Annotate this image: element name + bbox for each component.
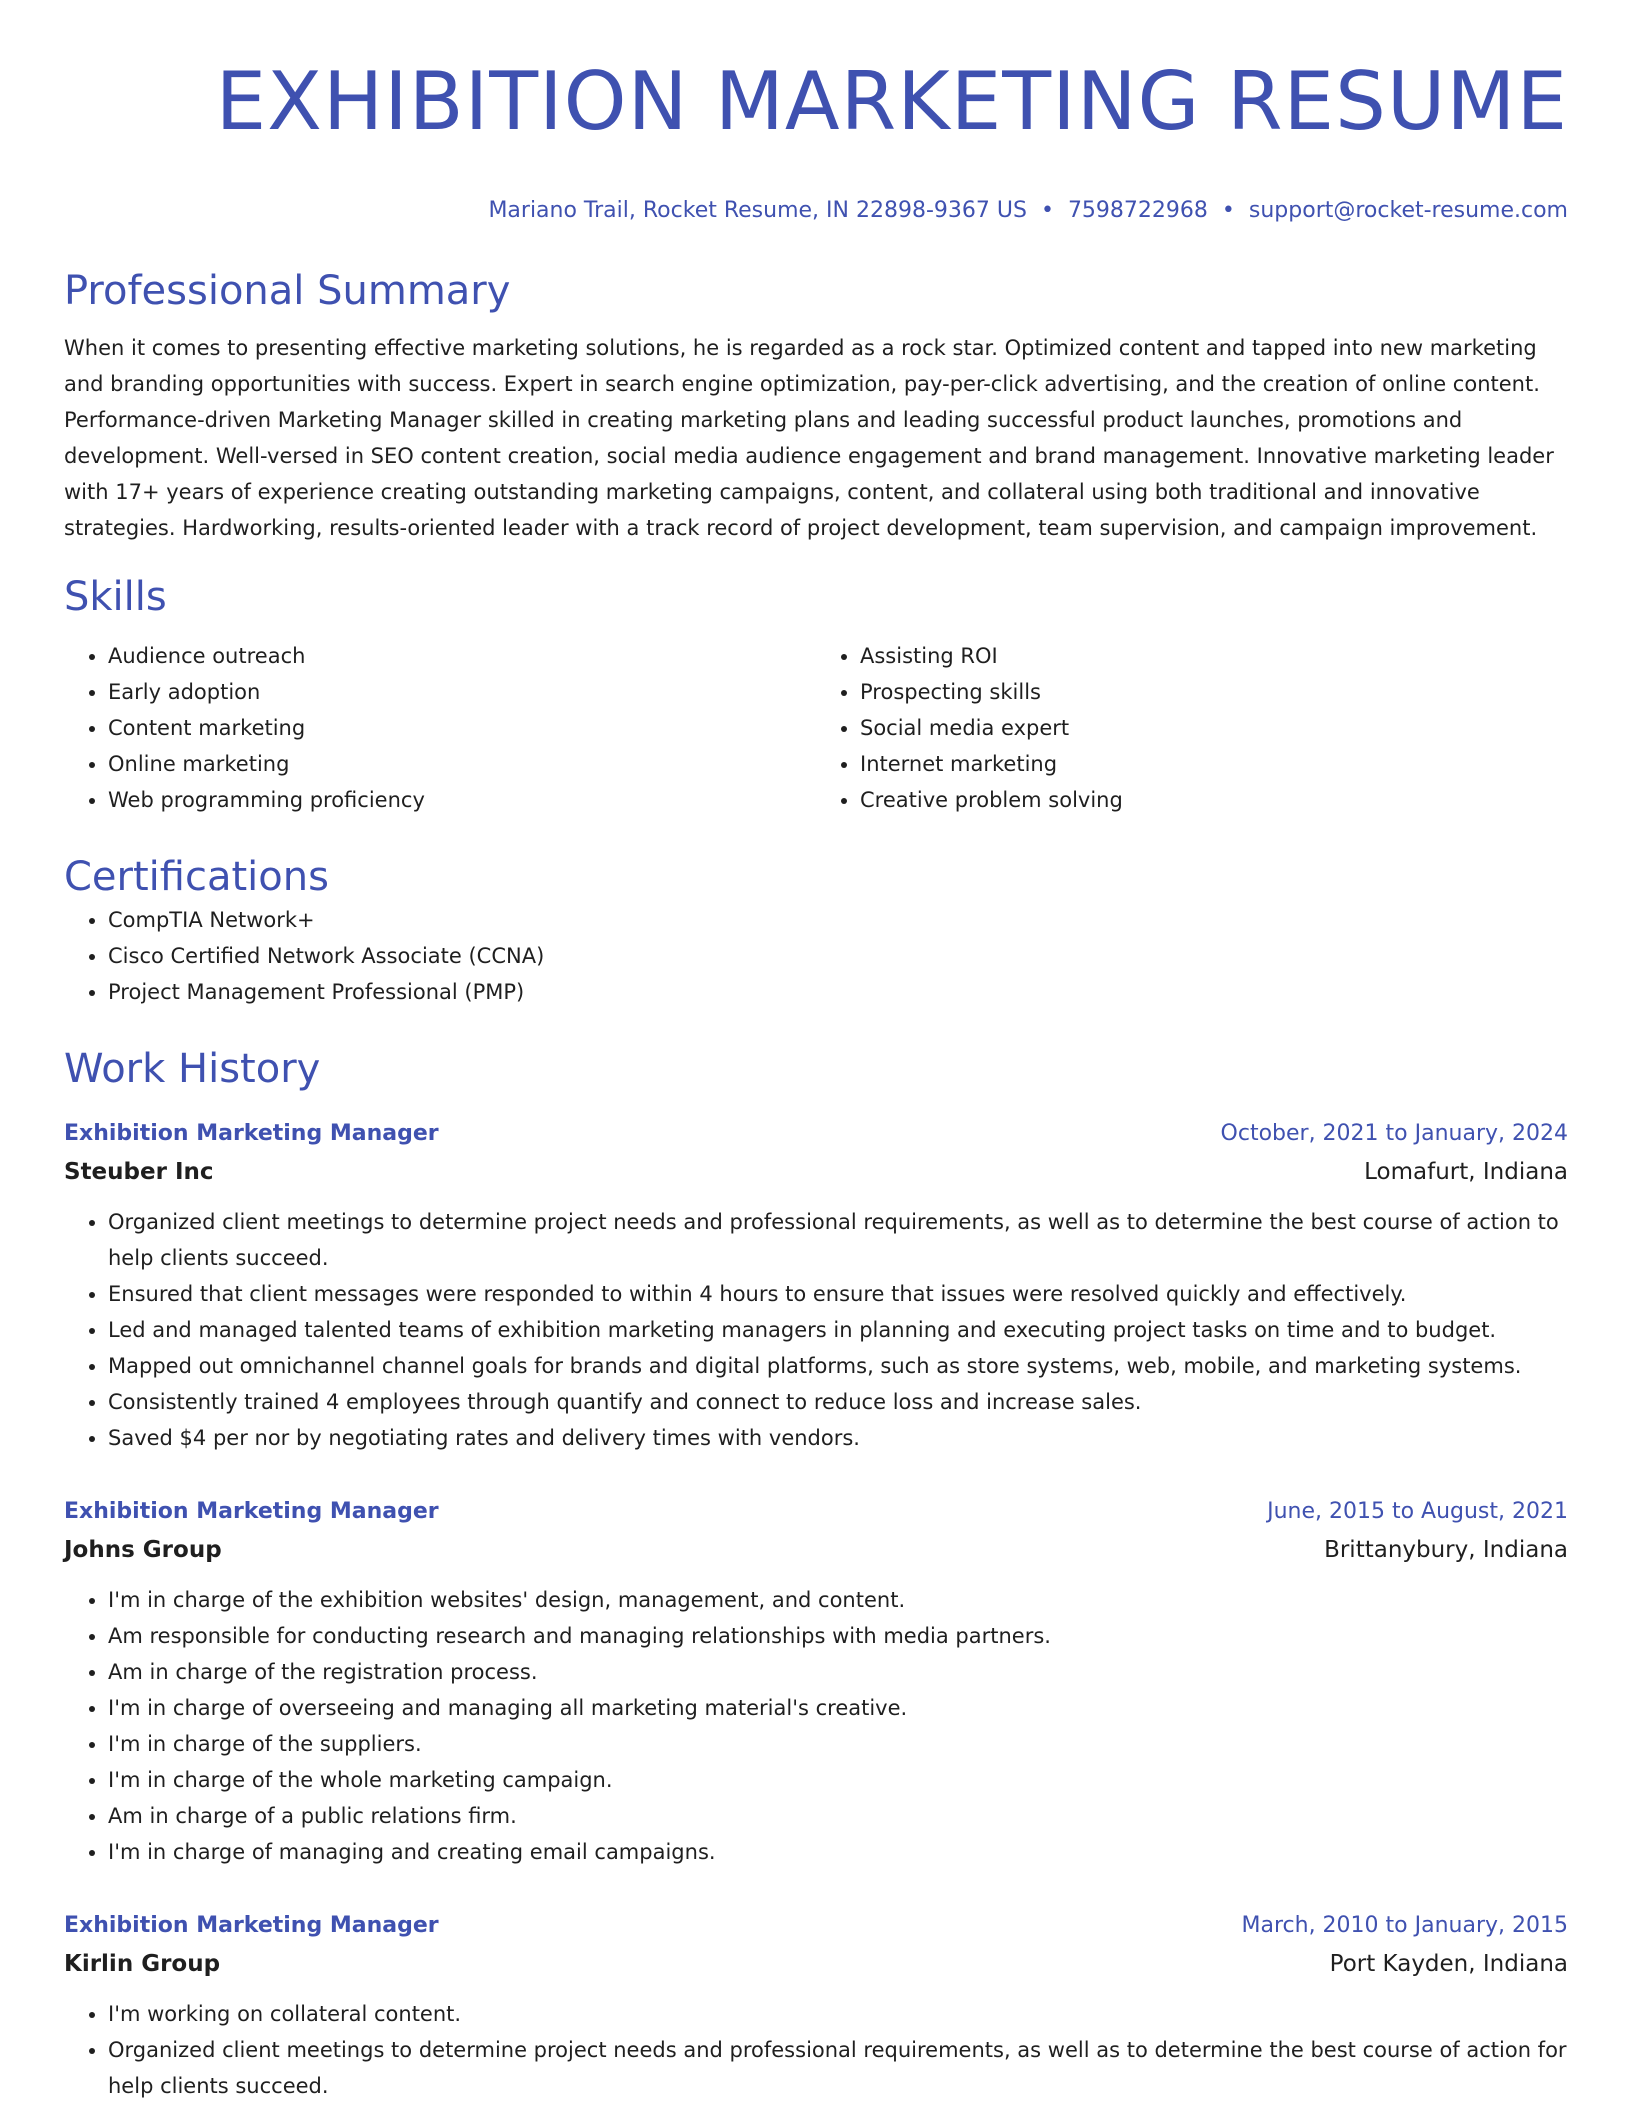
job-bullet: • I'm in charge of managing and creating email campaigns. (108, 1834, 1568, 1870)
summary-text: When it comes to presenting effective marketing solutions, he is regarded as a rock star. Optimized content and tapped into new marketing and branding opportunities with success. Expert in search engine optimization, pay-per-click advertising, and the creation of online content. Performance-driven Marketing Manager skilled in creating marketing plans and leading successful product launches, promotions and development. Well-versed in SEO content creation, social media audience engagement and brand management. Innovative marketing leader with 17+ years of experience creating outstanding marketing campaigns, content, and collateral using both traditional and innovative strategies. Hardworking, results-oriented leader with a track record of project development, team supervision, and campaign improvement. (64, 336, 1554, 540)
skill-item: • Early adoption (108, 674, 816, 710)
contact-phone: 7598722968 (1067, 198, 1208, 223)
contact-address: Mariano Trail, Rocket Resume, IN 22898-9367 US (488, 198, 1027, 223)
job-title: Exhibition Marketing Manager (64, 1499, 439, 1524)
job-company-row (64, 1944, 1568, 1984)
job-bullet: • Mapped out omnichannel channel goals for brands and digital platforms, such as store systems, web, mobile, and marketing systems. (108, 1348, 1568, 1384)
summary-heading: Professional Summary (64, 268, 511, 314)
job-bullets (64, 1582, 1568, 1870)
job-header-row (64, 1908, 1568, 1944)
job-entry (64, 1908, 1568, 2104)
job-dates: June, 2015 to August, 2021 (1267, 1499, 1568, 1524)
certification-item: • Cisco Certified Network Associate (CCNA) (108, 938, 1568, 974)
job-location: Port Kayden, Indiana (1329, 1951, 1568, 1977)
certification-item: • Project Management Professional (PMP) (108, 974, 1568, 1010)
job-company-row (64, 1530, 1568, 1570)
job-title: Exhibition Marketing Manager (64, 1121, 439, 1146)
job-bullet: • Am responsible for conducting research and managing relationships with media partners. (108, 1618, 1568, 1654)
job-bullets (64, 1996, 1568, 2104)
skill-item: • Creative problem solving (860, 782, 1568, 818)
job-entry (64, 1494, 1568, 1870)
skill-item: • Social media expert (860, 710, 1568, 746)
resume-title: EXHIBITION MARKETING RESUME (215, 55, 1568, 148)
certifications-heading: Certifications (64, 854, 329, 900)
job-bullet: • Am in charge of the registration process. (108, 1654, 1568, 1690)
job-entry (64, 1116, 1568, 1456)
job-header-row (64, 1116, 1568, 1152)
contact-separator: • (1221, 198, 1235, 223)
job-bullet: • Organized client meetings to determine project needs and professional requirements, as well as to determine the best course of action to help clients succeed. (108, 1204, 1568, 1276)
skill-item: • Prospecting skills (860, 674, 1568, 710)
job-company: Johns Group (64, 1537, 222, 1563)
job-bullet: • Saved $4 per nor by negotiating rates and delivery times with vendors. (108, 1420, 1568, 1456)
job-bullet: • Organized client meetings to determine project needs and professional requirements, as well as to determine the best course of action for help clients succeed. (108, 2032, 1568, 2104)
job-title: Exhibition Marketing Manager (64, 1913, 439, 1938)
job-bullet: • Consistently trained 4 employees through quantify and connect to reduce loss and increase sales. (108, 1384, 1568, 1420)
certification-item: • CompTIA Network+ (108, 902, 1568, 938)
skill-item: • Online marketing (108, 746, 816, 782)
skills-list-left (64, 638, 816, 818)
skill-item: • Assisting ROI (860, 638, 1568, 674)
job-company: Steuber Inc (64, 1159, 214, 1185)
skills-list-right (816, 638, 1568, 818)
job-dates: March, 2010 to January, 2015 (1241, 1913, 1568, 1938)
job-location: Lomafurt, Indiana (1364, 1159, 1568, 1185)
job-bullet: • I'm in charge of the suppliers. (108, 1726, 1568, 1762)
work-history-heading: Work History (64, 1046, 321, 1092)
job-bullet: • Am in charge of a public relations firm. (108, 1798, 1568, 1834)
job-bullet: • I'm in charge of the whole marketing campaign. (108, 1762, 1568, 1798)
skills-heading: Skills (64, 574, 167, 620)
job-dates: October, 2021 to January, 2024 (1220, 1121, 1568, 1146)
job-bullet: • I'm in charge of overseeing and managing all marketing material's creative. (108, 1690, 1568, 1726)
job-company: Kirlin Group (64, 1951, 221, 1977)
job-company-row (64, 1152, 1568, 1192)
contact-email: support@rocket-resume.com (1248, 198, 1568, 223)
job-location: Brittanybury, Indiana (1324, 1537, 1568, 1563)
job-bullet: • I'm in charge of the exhibition websites' design, management, and content. (108, 1582, 1568, 1618)
certifications-list (64, 902, 1568, 1010)
job-bullet: • Ensured that client messages were responded to within 4 hours to ensure that issues were resolved quickly and effectively. (108, 1276, 1568, 1312)
job-bullet: • I'm working on collateral content. (108, 1996, 1568, 2032)
skill-item: • Audience outreach (108, 638, 816, 674)
skill-item: • Internet marketing (860, 746, 1568, 782)
skill-item: • Web programming proficiency (108, 782, 816, 818)
job-bullets (64, 1204, 1568, 1456)
job-bullet: • Led and managed talented teams of exhibition marketing managers in planning and executing project tasks on time and to budget. (108, 1312, 1568, 1348)
contact-separator: • (1040, 198, 1054, 223)
skills-columns (64, 638, 1568, 818)
skill-item: • Content marketing (108, 710, 816, 746)
job-header-row (64, 1494, 1568, 1530)
contact-line (64, 196, 1568, 226)
